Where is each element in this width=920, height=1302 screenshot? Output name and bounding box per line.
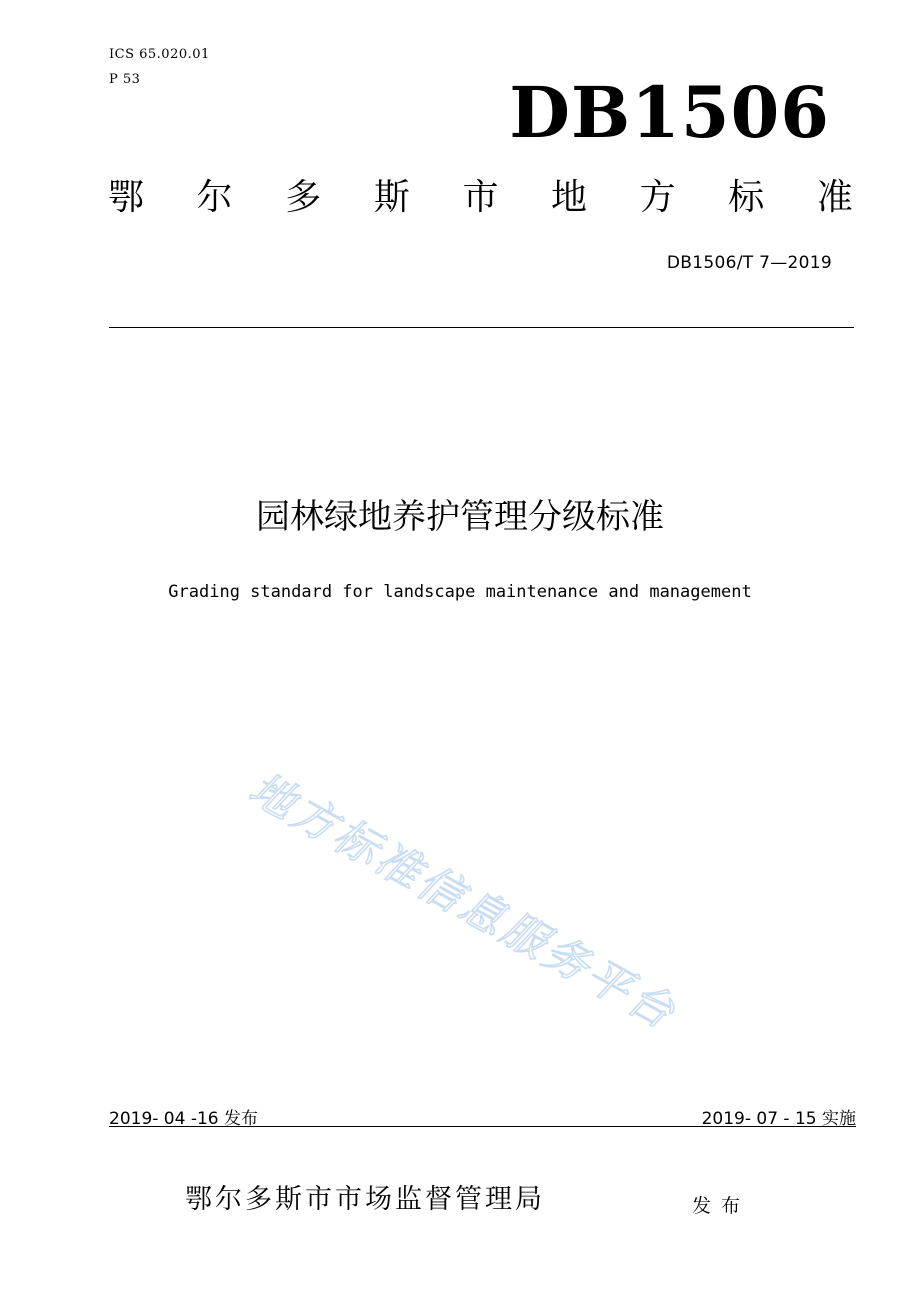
standard-kind-char: 标 — [728, 177, 765, 218]
issue-date: 2019- 04 -16 发布 — [109, 1109, 259, 1129]
standard-kind-char: 斯 — [373, 177, 410, 218]
document-title-en: Grading standard for landscape maintenance and management — [168, 582, 752, 602]
header-divider — [109, 327, 854, 328]
standard-kind-char: 准 — [816, 177, 853, 218]
standard-kind-char: 多 — [285, 177, 322, 218]
publish-word: 发布 — [692, 1195, 751, 1217]
implement-date: 2019- 07 - 15 实施 — [701, 1109, 856, 1129]
publisher: 鄂尔多斯市市场监督管理局 — [185, 1184, 545, 1215]
standard-kind — [108, 177, 853, 218]
standard-number: DB1506/T 7—2019 — [666, 253, 832, 273]
standard-kind-char: 地 — [551, 177, 588, 218]
watermark — [240, 760, 800, 1080]
standard-kind-char: 市 — [462, 177, 499, 218]
standard-kind-char: 尔 — [196, 177, 233, 218]
footer-divider — [109, 1126, 856, 1127]
watermark-text: 地方标准信息服务平台 — [240, 763, 686, 1041]
standard-kind-char: 方 — [639, 177, 676, 218]
ics-code: ICS 65.020.01 — [109, 47, 210, 62]
document-title-cn: 园林绿地养护管理分级标准 — [256, 497, 664, 537]
standard-kind-char: 鄂 — [108, 177, 145, 218]
standard-logo: DB1506 — [509, 71, 830, 154]
ccs-code: P 53 — [109, 72, 141, 87]
